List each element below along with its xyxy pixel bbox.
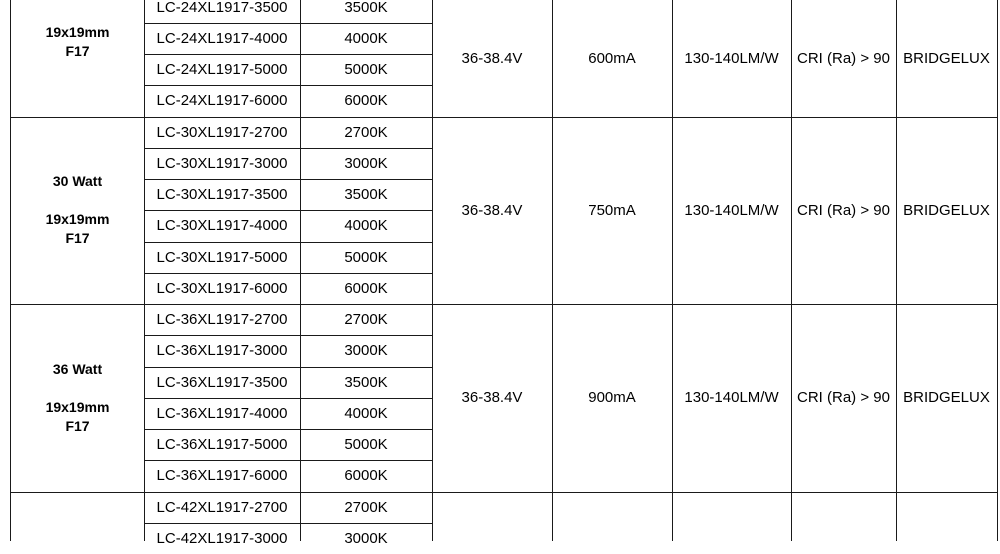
color-temperature-cell: 3000K — [344, 529, 388, 547]
efficacy-cell: 130-140LM/W — [684, 49, 779, 67]
voltage-cell: 36-38.4V — [461, 49, 523, 67]
color-temperature-cell: 3500K — [344, 373, 388, 391]
model-number-cell: LC-24XL1917-3500 — [156, 0, 288, 16]
current-cell: 600mA — [588, 49, 636, 67]
model-number-cell: LC-30XL1917-3000 — [156, 154, 288, 172]
color-temperature-cell: 3500K — [344, 0, 388, 16]
power-rating-cell — [11, 23, 144, 61]
chip-size-label: 19x19mm — [45, 211, 110, 227]
model-number-cell: LC-42XL1917-3000 — [156, 529, 288, 547]
model-number-cell: LC-30XL1917-6000 — [156, 279, 288, 297]
wattage-label: 30 Watt — [52, 173, 103, 189]
color-temperature-cell: 2700K — [344, 311, 388, 329]
model-number-cell: LC-24XL1917-6000 — [156, 92, 288, 110]
color-temperature-cell: 4000K — [344, 217, 388, 235]
model-number-cell: LC-36XL1917-2700 — [156, 311, 288, 329]
model-number-cell: LC-42XL1917-2700 — [156, 498, 288, 516]
efficacy-cell: 130-140LM/W — [684, 201, 779, 219]
series-label: F17 — [65, 230, 90, 246]
cri-cell: CRI (Ra) > 90 — [797, 389, 890, 407]
color-temperature-cell: 2700K — [344, 498, 388, 516]
chip-size-label: 19x19mm — [45, 24, 110, 40]
brand-cell: BRIDGELUX — [903, 201, 990, 219]
power-rating-cell — [11, 172, 144, 248]
grid-line — [997, 0, 998, 541]
color-temperature-cell: 4000K — [344, 404, 388, 422]
color-temperature-cell: 5000K — [344, 436, 388, 454]
series-label: F17 — [65, 418, 90, 434]
efficacy-cell: 130-140LM/W — [684, 389, 779, 407]
model-number-cell: LC-24XL1917-5000 — [156, 61, 288, 79]
model-number-cell: LC-36XL1917-5000 — [156, 436, 288, 454]
color-temperature-cell: 2700K — [344, 123, 388, 141]
model-number-cell: LC-36XL1917-6000 — [156, 467, 288, 485]
model-number-cell: LC-24XL1917-4000 — [156, 29, 288, 47]
color-temperature-cell: 6000K — [344, 279, 388, 297]
color-temperature-cell: 3500K — [344, 186, 388, 204]
model-number-cell: LC-36XL1917-3000 — [156, 342, 288, 360]
color-temperature-cell: 3000K — [344, 342, 388, 360]
grid-line — [10, 0, 11, 541]
model-number-cell: LC-36XL1917-3500 — [156, 373, 288, 391]
cri-cell: CRI (Ra) > 90 — [797, 201, 890, 219]
grid-line — [10, 492, 998, 493]
color-temperature-cell: 6000K — [344, 92, 388, 110]
color-temperature-cell: 6000K — [344, 467, 388, 485]
brand-cell: BRIDGELUX — [903, 49, 990, 67]
chip-size-label: 19x19mm — [45, 399, 110, 415]
wattage-label: 36 Watt — [52, 361, 103, 377]
current-cell: 750mA — [588, 201, 636, 219]
brand-cell: BRIDGELUX — [903, 389, 990, 407]
color-temperature-cell: 4000K — [344, 29, 388, 47]
model-number-cell: LC-36XL1917-4000 — [156, 404, 288, 422]
cri-cell: CRI (Ra) > 90 — [797, 49, 890, 67]
model-number-cell: LC-30XL1917-5000 — [156, 248, 288, 266]
current-cell: 900mA — [588, 389, 636, 407]
model-number-cell: LC-30XL1917-2700 — [156, 123, 288, 141]
power-rating-cell — [11, 360, 144, 436]
model-number-cell: LC-30XL1917-3500 — [156, 186, 288, 204]
color-temperature-cell: 3000K — [344, 154, 388, 172]
color-temperature-cell: 5000K — [344, 61, 388, 79]
voltage-cell: 36-38.4V — [461, 389, 523, 407]
voltage-cell: 36-38.4V — [461, 201, 523, 219]
series-label: F17 — [65, 43, 90, 59]
model-number-cell: LC-30XL1917-4000 — [156, 217, 288, 235]
color-temperature-cell: 5000K — [344, 248, 388, 266]
